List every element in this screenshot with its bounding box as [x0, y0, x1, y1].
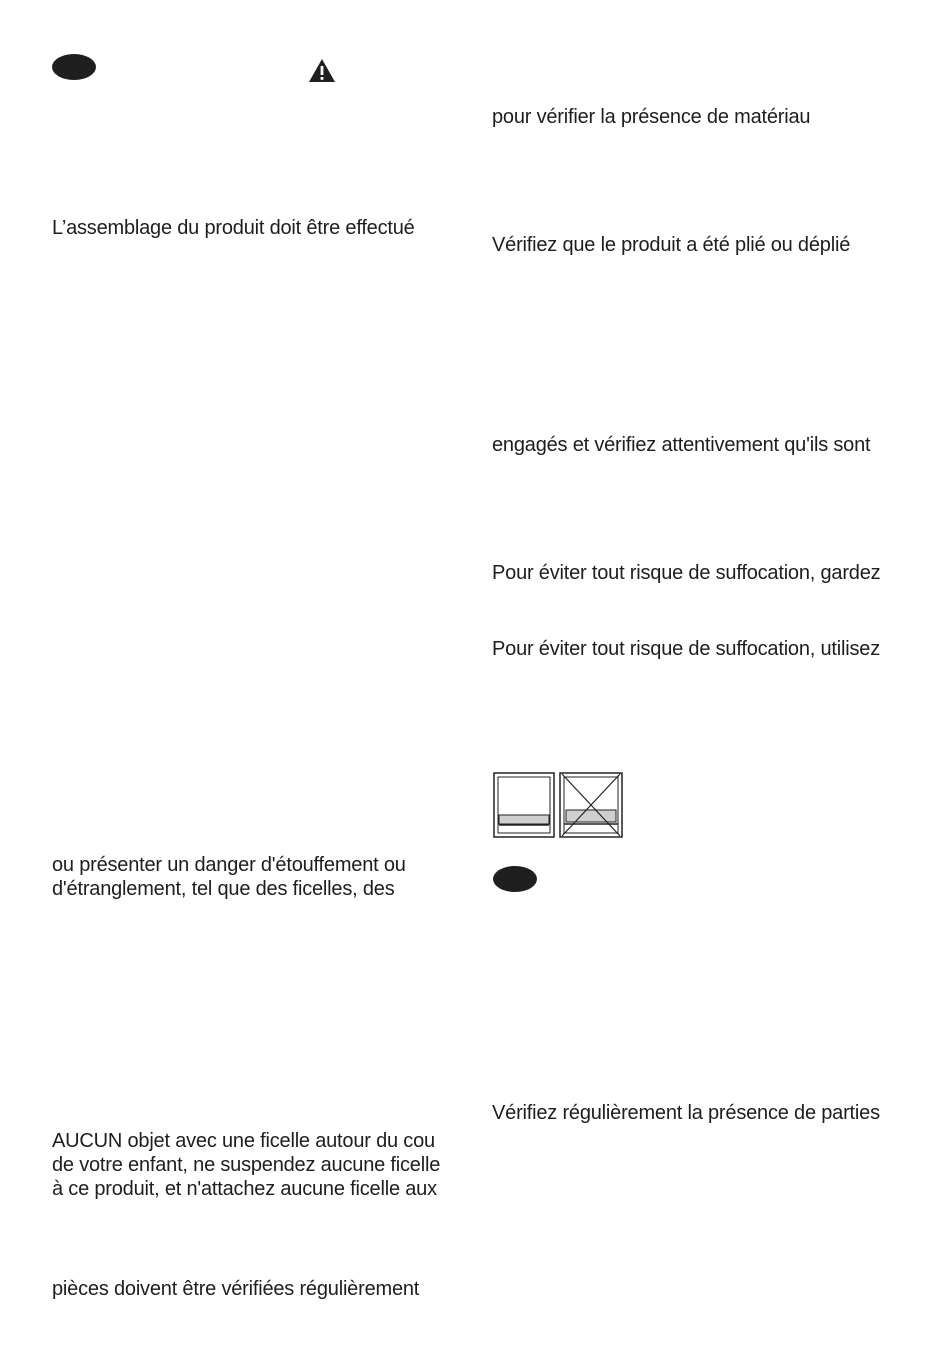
string-warning-line-3: à ce produit, et n'attachez aucune ficelle aux [52, 1178, 437, 1200]
warning-triangle-icon [308, 58, 336, 83]
danger-text-line-2: d'étranglement, tel que des ficelles, des [52, 878, 395, 900]
language-badge-bottom [493, 866, 537, 892]
crib-mattress-incorrect-icon [559, 772, 623, 838]
engaged-check-text: engagés et vérifiez attentivement qu'ils sont [492, 434, 871, 456]
suffocation-text-2: Pour éviter tout risque de suffocation, utilisez [492, 638, 881, 660]
parts-check-text: pièces doivent être vérifiées régulièrement [52, 1278, 420, 1300]
string-warning-line-2: de votre enfant, ne suspendez aucune ficelle [52, 1154, 441, 1176]
language-badge-top [52, 54, 96, 80]
regular-check-text: Vérifiez régulièrement la présence de parties [492, 1102, 880, 1124]
assembly-text: L’assemblage du produit doit être effectué [52, 217, 415, 239]
string-warning-line-1: AUCUN objet avec une ficelle autour du cou [52, 1130, 435, 1152]
suffocation-text-1: Pour éviter tout risque de suffocation, gardez [492, 562, 881, 584]
danger-text-line-1: ou présenter un danger d'étouffement ou [52, 854, 406, 876]
folded-check-text: Vérifiez que le produit a été plié ou déplié [492, 234, 851, 256]
crib-mattress-correct-icon [493, 772, 555, 838]
material-check-text: pour vérifier la présence de matériau [492, 106, 811, 128]
